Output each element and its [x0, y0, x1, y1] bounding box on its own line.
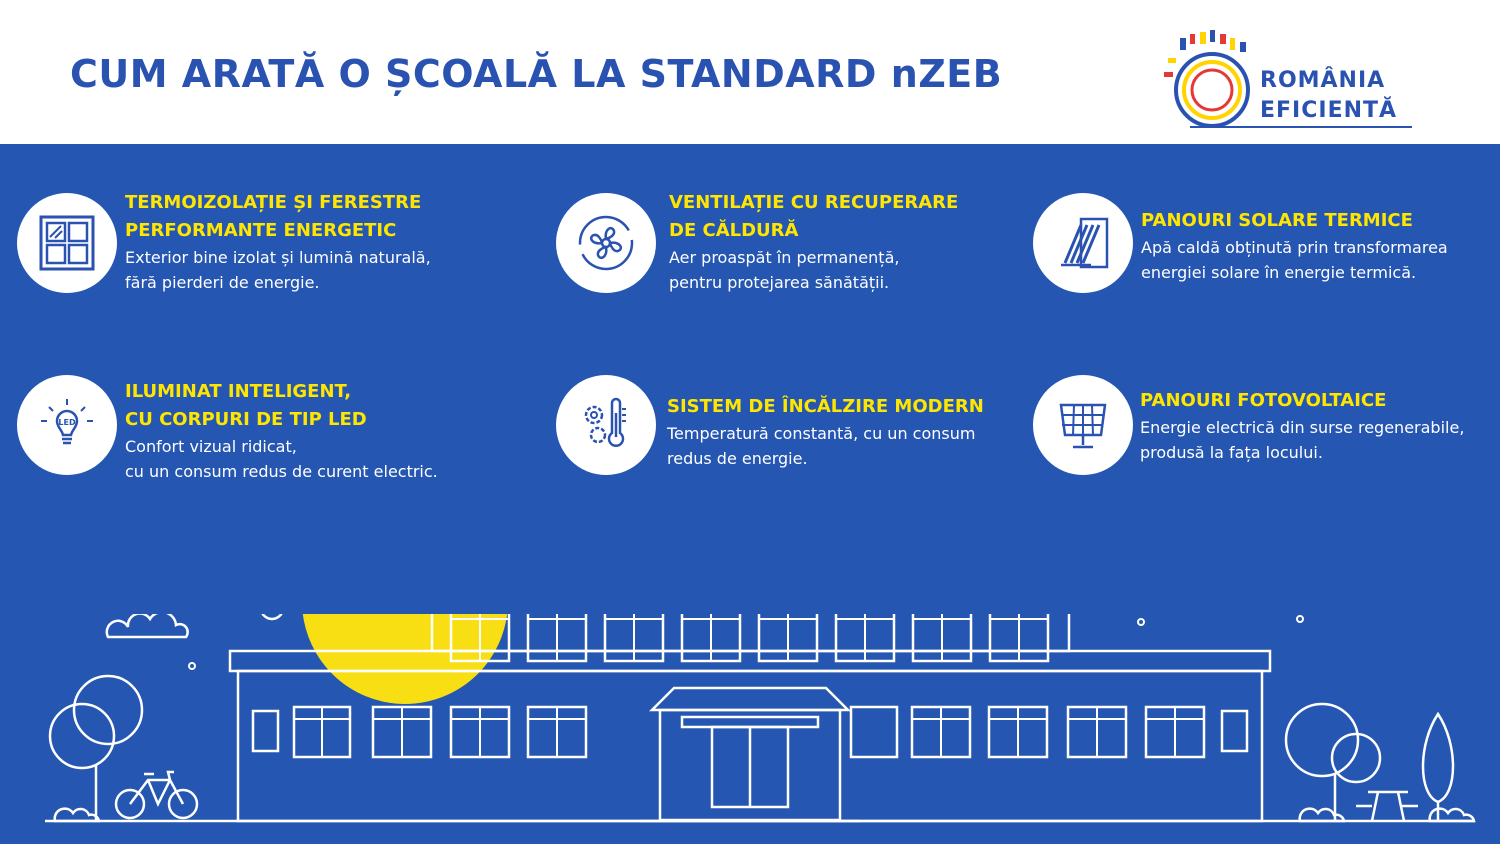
feature-led-lighting	[125, 378, 438, 484]
photovoltaic-panel-icon	[1051, 393, 1115, 457]
feature-icon-circle	[556, 375, 656, 475]
sun-icon	[302, 614, 508, 704]
feature-description: Energie electrică din surse regenerabile, produsă la fața locului.	[1140, 418, 1465, 462]
led-bulb-icon	[35, 393, 99, 457]
window-icon	[35, 211, 99, 275]
feature-icon-circle	[1033, 375, 1133, 475]
feature-ventilation	[669, 189, 958, 295]
infographic-panel	[0, 144, 1500, 844]
feature-title: ILUMINAT INTELIGENT, CU CORPURI DE TIP LED	[125, 381, 367, 430]
logo-line-1: ROMÂNIA	[1260, 68, 1386, 93]
bicycle-icon	[116, 772, 197, 818]
feature-heating-system	[667, 393, 984, 471]
logo-ring-icon	[1160, 28, 1270, 138]
led-label: LED	[58, 418, 76, 427]
feature-thermal-insulation	[125, 189, 431, 295]
logo-underline	[1190, 126, 1412, 128]
solar-thermal-icon	[1051, 211, 1115, 275]
feature-title: SISTEM DE ÎNCĂLZIRE MODERN	[667, 396, 984, 417]
feature-icon-circle	[17, 193, 117, 293]
heating-gear-thermometer-icon	[574, 393, 638, 457]
tree-icon	[50, 676, 142, 821]
page-title: CUM ARATĂ O ȘCOALĂ LA STANDARD nZEB	[70, 52, 1003, 96]
romania-eficienta-logo	[1160, 28, 1420, 138]
feature-description: Temperatură constantă, cu un consum redus de energie.	[667, 424, 976, 468]
cloud-icon	[107, 614, 188, 637]
feature-solar-thermal	[1141, 207, 1448, 285]
feature-description: Confort vizual ridicat, cu un consum redus de curent electric.	[125, 437, 438, 481]
feature-icon-circle	[1033, 193, 1133, 293]
feature-description: Aer proaspăt în permanență, pentru protejarea sănătății.	[669, 248, 900, 292]
school-illustration	[0, 614, 1500, 844]
feature-icon-circle	[17, 375, 117, 475]
feature-description: Apă caldă obținută prin transformarea energiei solare în energie termică.	[1141, 238, 1448, 282]
header	[0, 0, 1500, 144]
tree-icon	[1286, 704, 1474, 821]
picnic-table-icon	[1356, 792, 1418, 821]
feature-title: PANOURI SOLARE TERMICE	[1141, 210, 1413, 231]
logo-line-2: EFICIENTĂ	[1260, 98, 1398, 123]
feature-title: TERMOIZOLAȚIE ȘI FERESTRE PERFORMANTE ENERGETIC	[125, 192, 422, 241]
feature-photovoltaic	[1140, 387, 1464, 465]
fan-icon	[574, 211, 638, 275]
feature-title: VENTILAȚIE CU RECUPERARE DE CĂLDURĂ	[669, 192, 959, 241]
feature-title: PANOURI FOTOVOLTAICE	[1140, 390, 1387, 411]
feature-description: Exterior bine izolat și lumină naturală, fără pierderi de energie.	[125, 248, 431, 292]
feature-icon-circle	[556, 193, 656, 293]
